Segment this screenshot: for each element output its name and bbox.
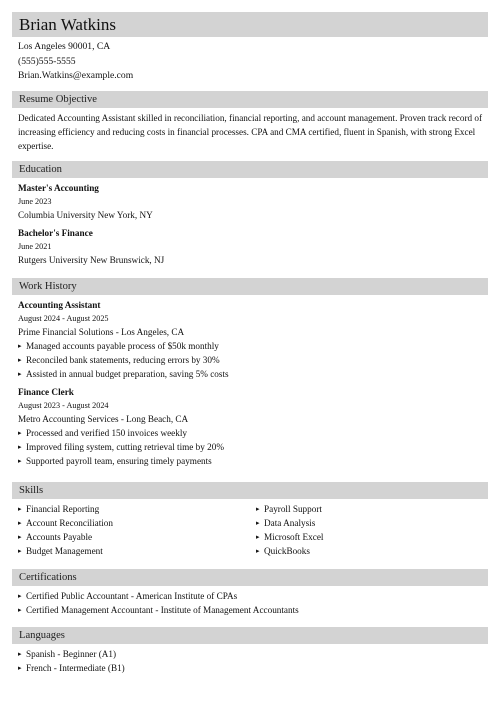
list-item <box>18 502 250 516</box>
candidate-name: Brian Watkins <box>12 12 488 37</box>
list-item <box>18 367 488 381</box>
bullet-icon: ▸ <box>18 606 22 614</box>
skill: Payroll Support <box>264 504 322 514</box>
list-item <box>18 544 250 558</box>
resume-header <box>12 12 488 84</box>
company: Prime Financial Solutions - Los Angeles, CA <box>18 327 185 337</box>
bullet-icon: ▸ <box>18 443 22 451</box>
skills-column-right <box>250 502 488 558</box>
school: Columbia University New York, NY <box>18 210 153 220</box>
work-history-section <box>12 278 488 468</box>
skill: Financial Reporting <box>26 504 100 514</box>
graduation-date: June 2023 <box>18 197 52 206</box>
list-item <box>256 544 488 558</box>
bullet-icon: ▸ <box>18 650 22 658</box>
certification: Certified Management Accountant - Institute of Management Accountants <box>26 605 299 615</box>
languages-list <box>12 647 488 675</box>
certification: Certified Public Accountant - American Institute of CPAs <box>26 591 238 601</box>
skill: Data Analysis <box>264 518 316 528</box>
list-item <box>18 440 488 454</box>
skills-column-left <box>12 502 250 558</box>
bullet-icon: ▸ <box>18 533 22 541</box>
list-item <box>18 516 250 530</box>
bullet-text: Managed accounts payable process of $50k monthly <box>26 341 219 351</box>
degree: Master's Accounting <box>18 183 99 193</box>
bullet-icon: ▸ <box>18 342 22 350</box>
skill: Budget Management <box>26 546 103 556</box>
education-entry <box>12 181 488 222</box>
bullet-icon: ▸ <box>18 356 22 364</box>
certifications-list <box>12 589 488 617</box>
job-dates: August 2024 - August 2025 <box>18 314 109 323</box>
school: Rutgers University New Brunswick, NJ <box>18 255 165 265</box>
bullet-icon: ▸ <box>18 457 22 465</box>
bullet-icon: ▸ <box>18 547 22 555</box>
section-heading: Education <box>12 161 488 178</box>
objective-text: Dedicated Accounting Assistant skilled in reconciliation, financial reporting, and account management. Proven track record of increasing efficiency and reducing costs in financial processes. CPA and CMA certified, fluent in Spanish, with strong Excel expertise. <box>18 113 483 151</box>
bullet-icon: ▸ <box>256 547 260 555</box>
education-section <box>12 161 488 267</box>
company: Metro Accounting Services - Long Beach, CA <box>18 414 189 424</box>
skill: QuickBooks <box>264 546 310 556</box>
job-entry <box>12 385 488 468</box>
bullet-text: Processed and verified 150 invoices weekly <box>26 428 187 438</box>
list-item <box>18 426 488 440</box>
contact-location: Los Angeles 90001, CA <box>18 41 111 52</box>
list-item <box>256 516 488 530</box>
list-item <box>18 454 488 468</box>
list-item <box>18 661 488 675</box>
language: French - Intermediate (B1) <box>26 663 125 673</box>
list-item <box>18 339 488 353</box>
bullet-icon: ▸ <box>18 429 22 437</box>
language: Spanish - Beginner (A1) <box>26 649 117 659</box>
objective-section <box>12 91 488 153</box>
skill: Microsoft Excel <box>264 532 324 542</box>
section-heading: Certifications <box>12 569 488 586</box>
education-entry <box>12 226 488 267</box>
list-item <box>18 603 488 617</box>
job-bullets <box>12 339 488 381</box>
section-heading: Skills <box>12 482 488 499</box>
list-item <box>256 530 488 544</box>
job-entry <box>12 298 488 381</box>
job-bullets <box>12 426 488 468</box>
bullet-icon: ▸ <box>256 505 260 513</box>
list-item <box>256 502 488 516</box>
contact-info <box>12 40 488 84</box>
bullet-text: Reconciled bank statements, reducing errors by 30% <box>26 355 220 365</box>
contact-email: Brian.Watkins@example.com <box>18 70 134 81</box>
job-title: Accounting Assistant <box>18 300 101 310</box>
bullet-text: Supported payroll team, ensuring timely payments <box>26 456 212 466</box>
skills-grid <box>12 502 488 558</box>
bullet-icon: ▸ <box>18 370 22 378</box>
bullet-icon: ▸ <box>256 533 260 541</box>
bullet-text: Assisted in annual budget preparation, saving 5% costs <box>26 369 229 379</box>
degree: Bachelor's Finance <box>18 228 93 238</box>
job-title: Finance Clerk <box>18 387 74 397</box>
skill: Account Reconciliation <box>26 518 113 528</box>
list-item <box>18 647 488 661</box>
bullet-text: Improved filing system, cutting retrieval time by 20% <box>26 442 224 452</box>
graduation-date: June 2021 <box>18 242 52 251</box>
bullet-icon: ▸ <box>18 592 22 600</box>
job-dates: August 2023 - August 2024 <box>18 401 109 410</box>
skills-section <box>12 482 488 558</box>
section-heading: Languages <box>12 627 488 644</box>
section-heading: Resume Objective <box>12 91 488 108</box>
bullet-icon: ▸ <box>18 664 22 672</box>
list-item <box>18 353 488 367</box>
contact-phone: (555)555-5555 <box>18 55 76 67</box>
languages-section <box>12 627 488 675</box>
bullet-icon: ▸ <box>256 519 260 527</box>
bullet-icon: ▸ <box>18 505 22 513</box>
bullet-icon: ▸ <box>18 519 22 527</box>
list-item <box>18 589 488 603</box>
list-item <box>18 530 250 544</box>
section-heading: Work History <box>12 278 488 295</box>
skill: Accounts Payable <box>26 532 93 542</box>
certifications-section <box>12 569 488 617</box>
